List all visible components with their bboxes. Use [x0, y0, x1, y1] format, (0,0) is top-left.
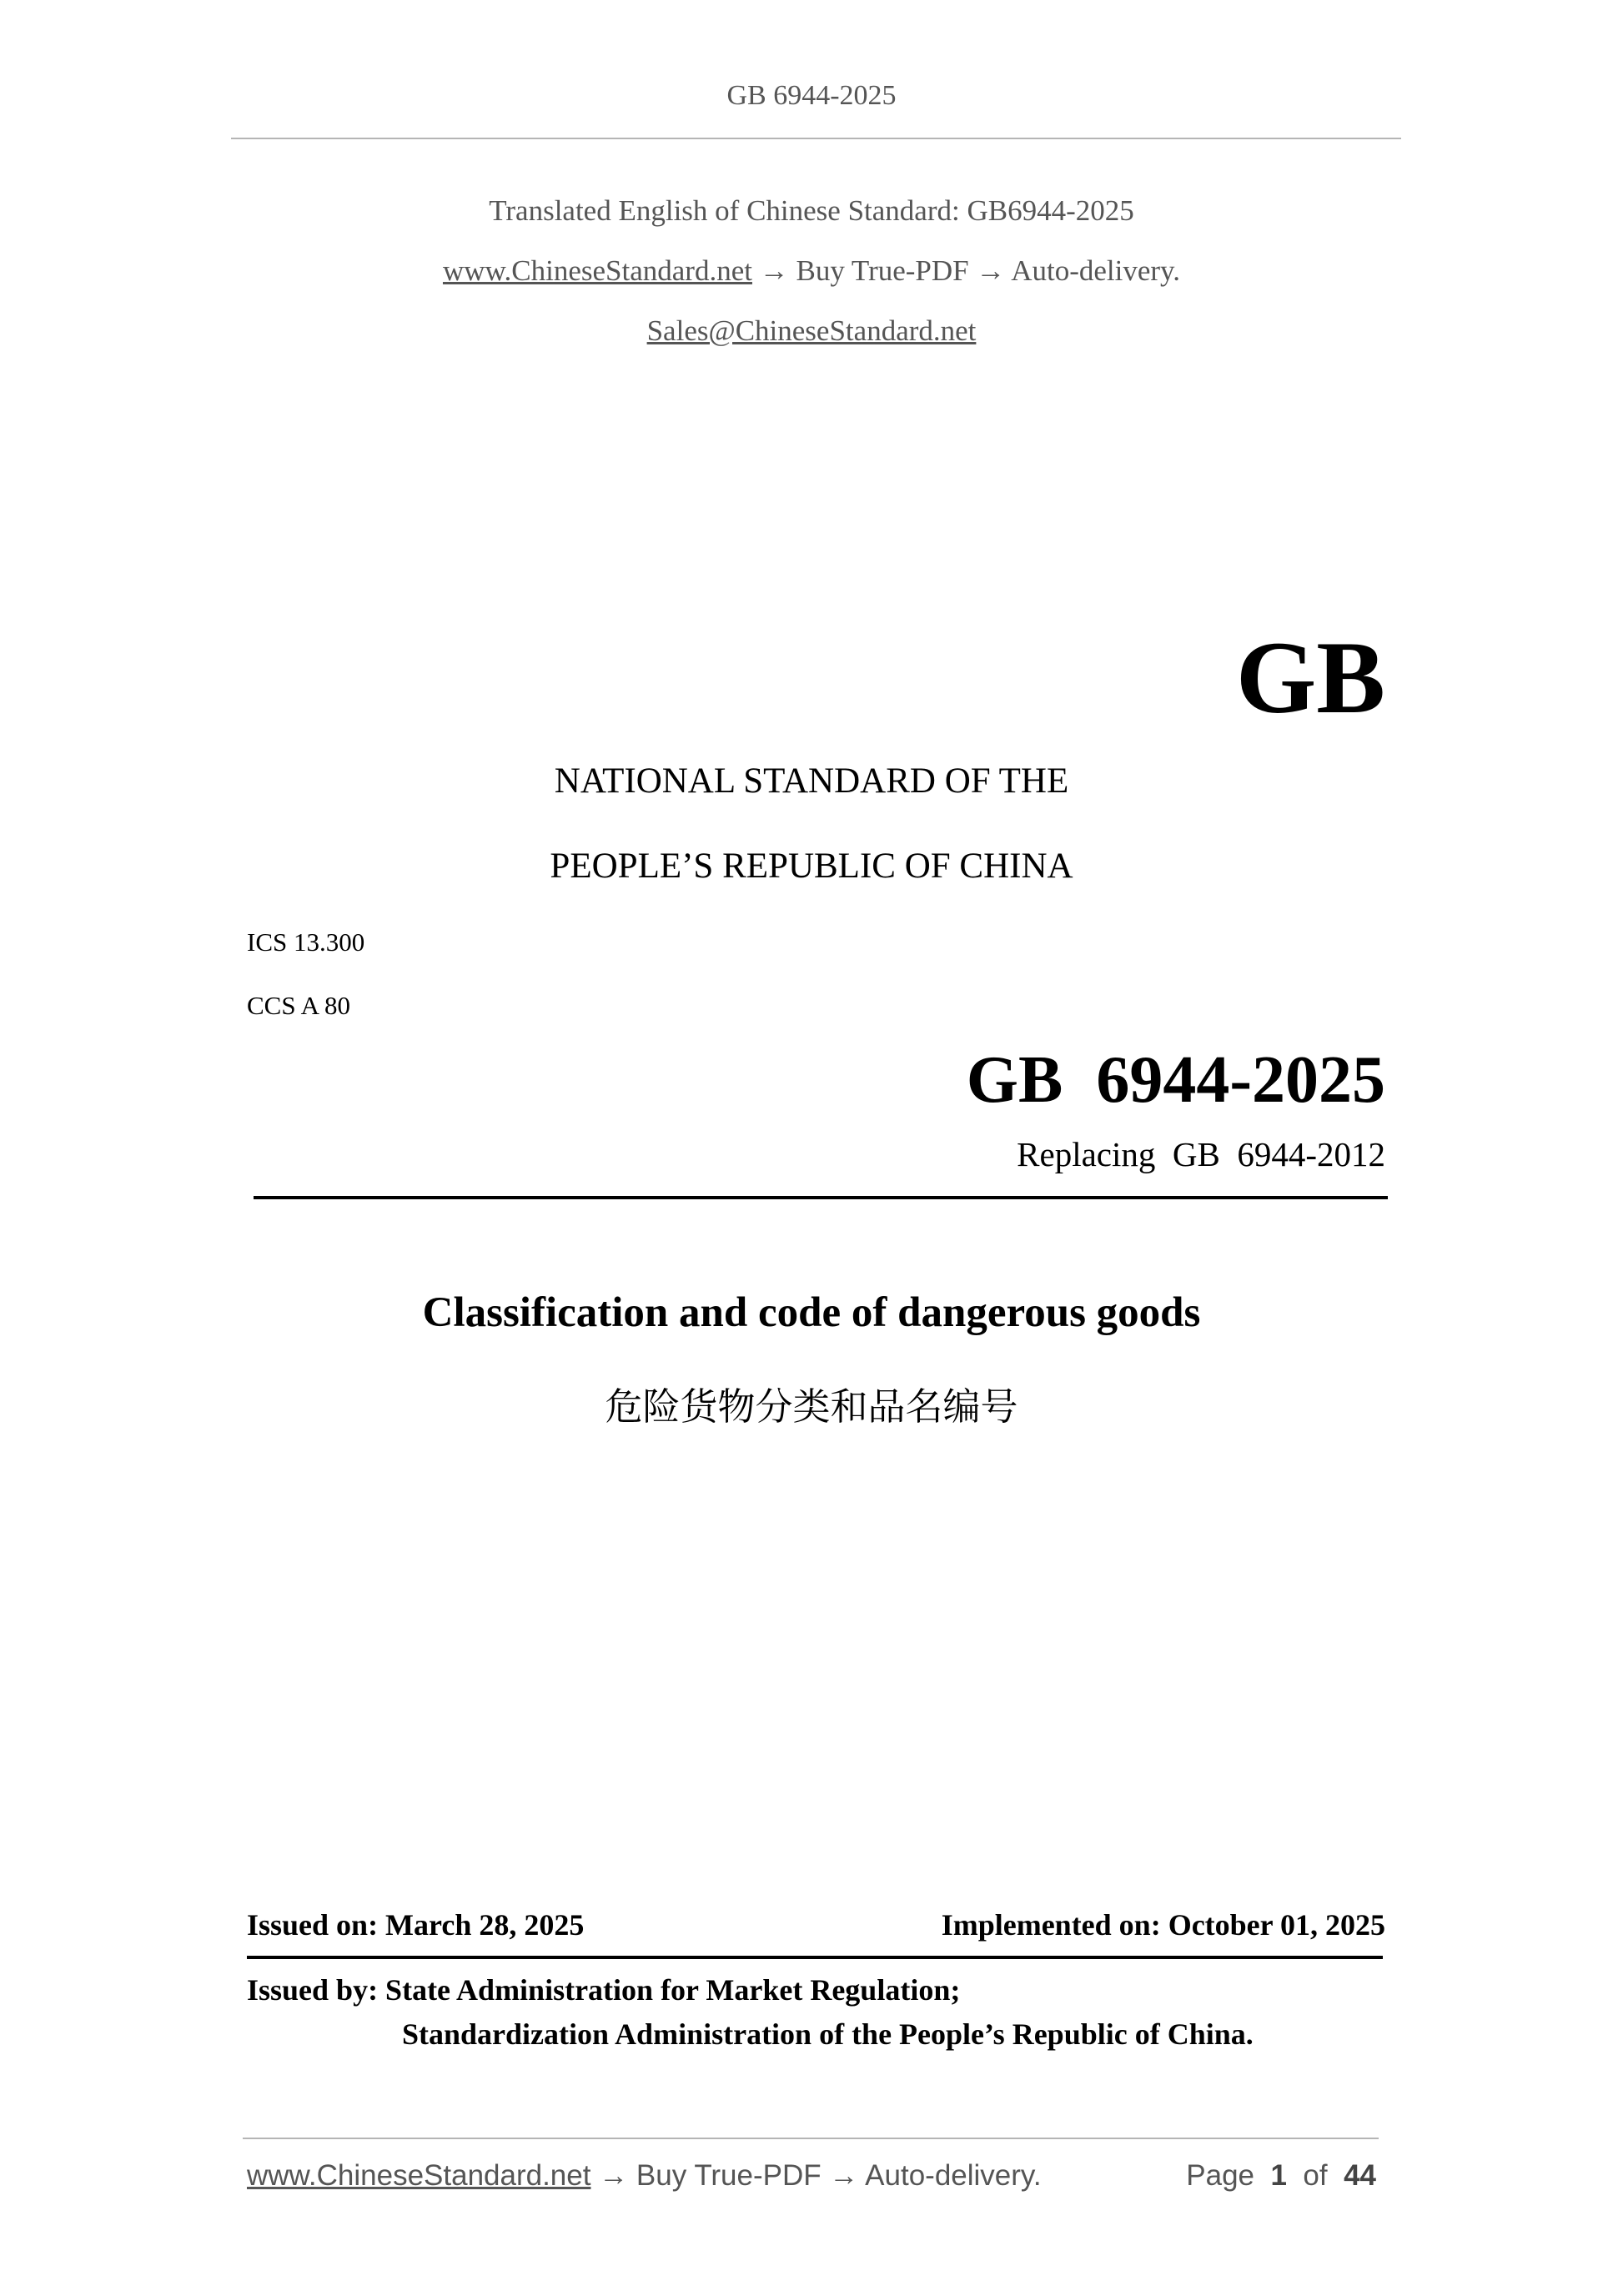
sales-email-link[interactable]: Sales@ChineseStandard.net [646, 314, 977, 347]
national-standard-line-1: NATIONAL STANDARD OF THE [554, 761, 1069, 801]
national-standard-line-2: PEOPLE’S REPUBLIC OF CHINA [550, 847, 1073, 886]
running-header: GB 6944-2025 [726, 80, 897, 111]
gb-mark: GB [1235, 620, 1385, 735]
footer-buy-text: → Buy True-PDF → Auto-delivery. [590, 2159, 1042, 2192]
page-indicator [1186, 2159, 1376, 2193]
header-divider [231, 138, 1401, 139]
page-total: 44 [1344, 2159, 1376, 2192]
implemented-on-date: Implemented on: October 01, 2025 [941, 1908, 1385, 1942]
footer-site-link[interactable]: www.ChineseStandard.net [247, 2159, 591, 2192]
issued-by-line-1: Issued by: State Administration for Market Regulation; [247, 1973, 961, 2007]
ccs-code: CCS A 80 [247, 991, 351, 1020]
page-number: 1 [1270, 2159, 1287, 2192]
page-label: Page [1186, 2159, 1255, 2192]
replacing-note: Replacing GB 6944-2012 [1017, 1135, 1385, 1173]
title-divider [254, 1196, 1388, 1199]
issued-by-line-2: Standardization Administration of the People’s Republic of China. [402, 2017, 1254, 2051]
document-title-en: Classification and code of dangerous goods [422, 1289, 1201, 1336]
of-label: of [1303, 2159, 1328, 2192]
document-title-cn: 危险货物分类和品名编号 [605, 1386, 1018, 1428]
issue-divider [247, 1956, 1383, 1959]
buy-line [0, 254, 1623, 288]
issued-on-date: Issued on: March 28, 2025 [247, 1908, 585, 1942]
standard-number: GB 6944-2025 [966, 1043, 1385, 1117]
translated-note: Translated English of Chinese Standard: GB6944-2025 [489, 194, 1134, 227]
footer-divider [243, 2138, 1379, 2139]
buy-text: → Buy True-PDF → Auto-delivery. [751, 254, 1181, 287]
footer-buy-line [247, 2159, 1042, 2193]
site-link[interactable]: www.ChineseStandard.net [442, 254, 752, 287]
sales-line [0, 314, 1623, 348]
ics-code: ICS 13.300 [247, 927, 365, 957]
